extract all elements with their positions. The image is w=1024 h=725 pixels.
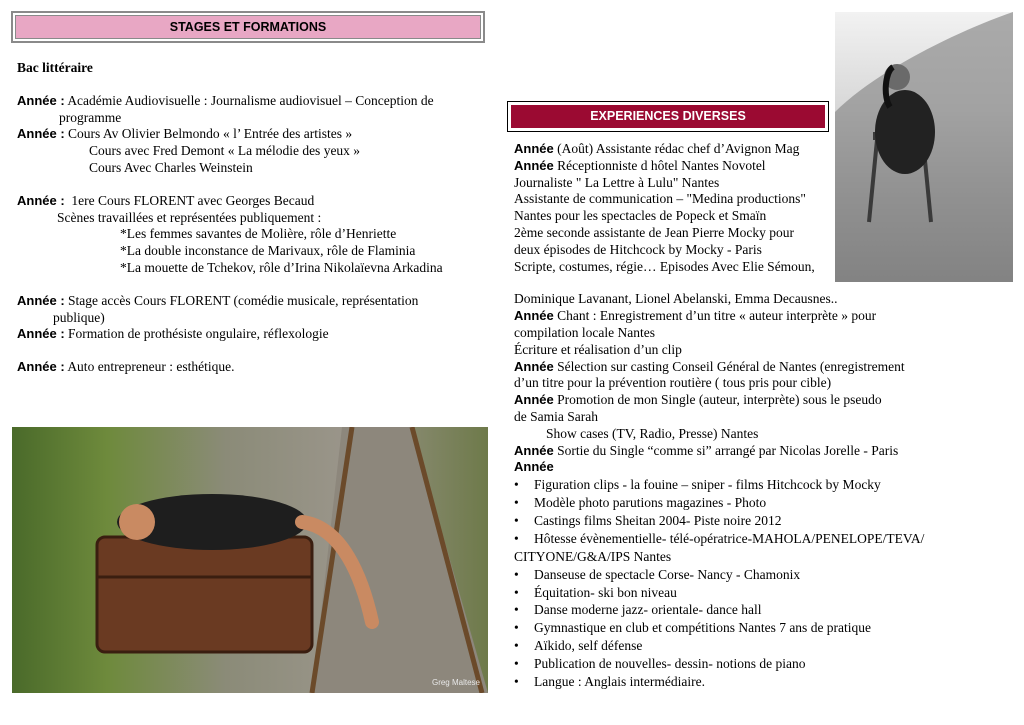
photo-woman-on-trunk-illustration <box>12 427 488 693</box>
training-entry-2-cont-a: Cours avec Fred Demont « La mélodie des yeux » <box>89 143 361 159</box>
training-entry-5: Année : Formation de prothésiste ongulaire, réflexologie <box>17 326 329 342</box>
experience-line: Scripte, costumes, régie… Episodes Avec Elie Sémoun, <box>514 258 815 274</box>
experience-3: Année Chant : Enregistrement d’un titre « auteur interprète » pour <box>514 308 877 324</box>
skills-list <box>514 476 1014 691</box>
list-item: • Castings films Sheitan 2004- Piste noire 2012 <box>514 512 782 528</box>
experience-line: deux épisodes de Hitchcock by Mocky - Paris <box>514 241 762 257</box>
role-flaminia: *La double inconstance de Marivaux, rôle de Flaminia <box>120 243 416 259</box>
list-item: • Danse moderne jazz- orientale- dance hall <box>514 602 762 618</box>
head <box>119 504 155 540</box>
list-item: • Langue : Anglais intermédiaire. <box>514 674 705 690</box>
experience-line: Nantes pour les spectacles de Popeck et Smaïn <box>514 208 767 224</box>
experience-line: 2ème seconde assistante de Jean Pierre Mocky pour <box>514 224 795 240</box>
railway-ballast <box>312 427 488 693</box>
experience-line: d’un titre pour la prévention routière ( tous pris pour cible) <box>514 375 832 391</box>
experience-2: Année Réceptionniste d hôtel Nantes Novotel <box>514 157 766 173</box>
list-item: • Figuration clips - la fouine – sniper - films Hitchcock by Mocky <box>514 477 881 493</box>
training-entry-4: Année : Stage accès Cours FLORENT (comédie musicale, représentation <box>17 292 419 308</box>
experience-1: Année (Août) Assistante rédac chef d’Avignon Mag <box>514 141 800 156</box>
right-column <box>514 141 1014 691</box>
experience-line: Dominique Lavanant, Lionel Abelanski, Emma Decausnes.. <box>514 291 838 307</box>
experience-line: Écriture et réalisation d’un clip <box>514 341 682 357</box>
bac-heading: Bac littéraire <box>17 60 93 75</box>
experience-line: compilation locale Nantes <box>514 324 655 340</box>
section-header-experiences <box>507 101 829 132</box>
list-item-continuation: CITYONE/G&A/IPS Nantes <box>514 548 672 564</box>
section-header-experiences-label: EXPERIENCES DIVERSES <box>511 105 825 128</box>
list-item: • Équitation- ski bon niveau <box>514 584 677 600</box>
list-item: • Aïkido, self défense <box>514 638 643 654</box>
training-entry-3: Année : 1ere Cours FLORENT avec Georges Becaud <box>17 192 315 208</box>
experience-line: Journaliste " La Lettre à Lulu" Nantes <box>514 174 720 190</box>
list-item: • Hôtesse évènementielle- télé-opératrice-MAHOLA/PENELOPE/TEVA/ <box>514 530 925 546</box>
training-entry-6: Année : Auto entrepreneur : esthétique. <box>17 359 235 375</box>
training-entry-1-cont: programme <box>59 109 122 125</box>
role-henriette: *Les femmes savantes de Molière, rôle d’Henriette <box>120 226 397 242</box>
training-entry-2: Année : Cours Av Olivier Belmondo « l’ Entrée des artistes » <box>17 126 353 142</box>
photo-credit: Greg Maltese <box>431 678 480 687</box>
role-arkadina: *La mouette de Tchekov, rôle d’Irina Nikolaïevna Arkadina <box>120 259 443 275</box>
experience-6: Année Sortie du Single “comme si” arrangé par Nicolas Jorelle - Paris <box>514 442 899 458</box>
training-entry-1: Année : Académie Audiovisuelle : Journalisme audiovisuel – Conception de <box>17 92 434 108</box>
training-entry-3-cont: Scènes travaillées et représentées publiquement : <box>57 209 322 225</box>
experience-line: de Samia Sarah <box>514 408 598 424</box>
experience-line: Assistante de communication – "Medina productions" <box>514 191 806 207</box>
experience-4: Année Sélection sur casting Conseil Général de Nantes (enregistrement <box>514 358 905 374</box>
left-column <box>17 60 487 376</box>
list-item: • Gymnastique en club et compétitions Nantes 7 ans de pratique <box>514 620 872 636</box>
trunk <box>97 537 312 652</box>
section-header-stages: STAGES ET FORMATIONS <box>11 11 485 43</box>
list-item: • Publication de nouvelles- dessin- notions de piano <box>514 656 806 672</box>
photo-woman-on-trunk <box>12 427 488 693</box>
experience-5: Année Promotion de mon Single (auteur, interprète) sous le pseudo <box>514 392 882 408</box>
training-entry-4-cont: publique) <box>53 309 105 325</box>
experience-7: Année <box>514 459 554 475</box>
list-item: • Danseuse de spectacle Corse- Nancy - Chamonix <box>514 566 801 582</box>
training-entry-2-cont-b: Cours Avec Charles Weinstein <box>89 159 253 175</box>
experience-line: Show cases (TV, Radio, Presse) Nantes <box>546 425 759 441</box>
list-item: • Modèle photo parutions magazines - Photo <box>514 495 767 511</box>
